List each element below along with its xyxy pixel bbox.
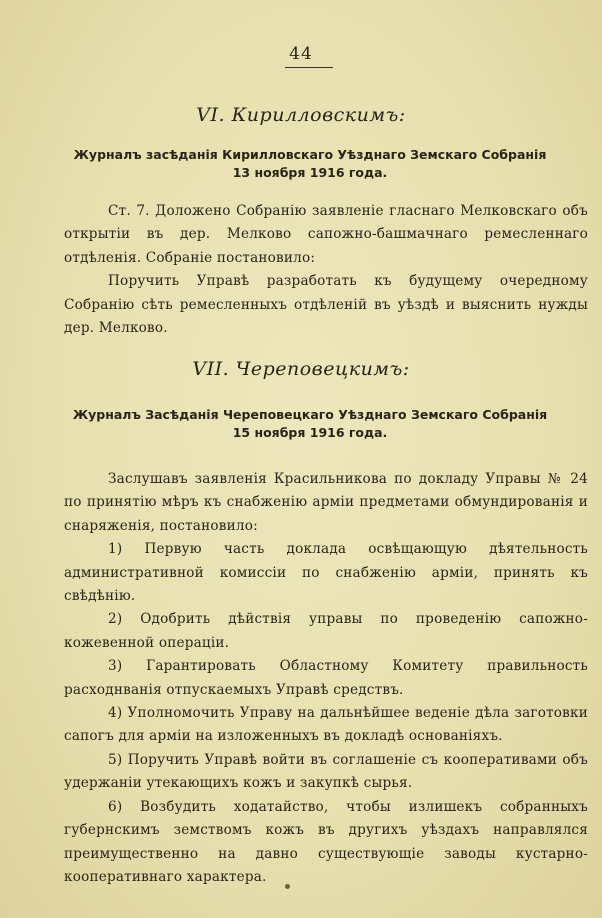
paragraph: Ст. 7. Доложено Собранію заявленіе гласнаго Мелковскаго объ открытіи въ дер. Мелково сапожно-башмачнаго ремесленнаго отдѣленія. Собраніе постановило:: [64, 203, 588, 266]
journal-heading-line2: 15 ноября 1916 года.: [232, 425, 388, 440]
ink-dot: [285, 884, 290, 889]
paragraph: 2) Одобрить дѣйствія управы по проведенію сапожно-кожевенной операціи.: [64, 611, 588, 651]
journal-heading-line2: 13 ноября 1916 года.: [232, 165, 388, 180]
journal-heading-vi: [60, 146, 560, 182]
section-title-vi: VI. Кирилловскимъ:: [196, 104, 406, 126]
section-vii-body: [64, 468, 588, 889]
section-vi-body: [64, 200, 588, 340]
paragraph: 6) Возбудить ходатайство, чтобы излишекъ собранныхъ губернскимъ земствомъ кожъ въ другихъ уѣздахъ направлялся преимущественно на давно существующіе заводы кустарно-кооперативнаго характера.: [64, 798, 588, 885]
journal-heading-vii: [60, 406, 560, 442]
section-title-vii: VII. Череповецкимъ:: [192, 358, 410, 380]
paragraph: 3) Гарантировать Областному Комитету правильность расходнванія отпускаемыхъ Управѣ средствъ.: [64, 658, 588, 698]
page-number-rule: [285, 67, 333, 68]
paragraph: Заслушавъ заявленія Красильникова по докладу Управы № 24 по принятію мѣръ къ снабженію арміи предметами обмундированія и снаряженія, постановило:: [64, 471, 588, 534]
paragraph: 4) Уполномочить Управу на дальнѣйшее веденіе дѣла заготовки сапогъ для арміи на изложенныхъ въ докладѣ основаніяхъ.: [64, 705, 588, 745]
paragraph: Поручить Управѣ разработать къ будущему очередному Собранію сѣть ремесленныхъ отдѣленій въ уѣздѣ и выяснить нужды дер. Мелково.: [64, 273, 588, 337]
journal-heading-line1: Журналъ засѣданія Кирилловскаго Уѣзднаго Земскаго Собранія: [73, 147, 547, 162]
journal-heading-line1: Журналъ Засѣданія Череповецкаго Уѣзднаго Земскаго Собранія: [72, 407, 548, 422]
page-number: 44: [289, 44, 313, 64]
paragraph: 1) Первую часть доклада освѣщающую дѣятельность административной комиссіи по снабженію арміи, принять къ свѣдѣнію.: [64, 541, 588, 605]
paragraph: 5) Поручить Управѣ войти въ соглашеніе съ кооперативами объ удержаніи утекающихъ кожъ и закупкѣ сырья.: [64, 751, 588, 792]
